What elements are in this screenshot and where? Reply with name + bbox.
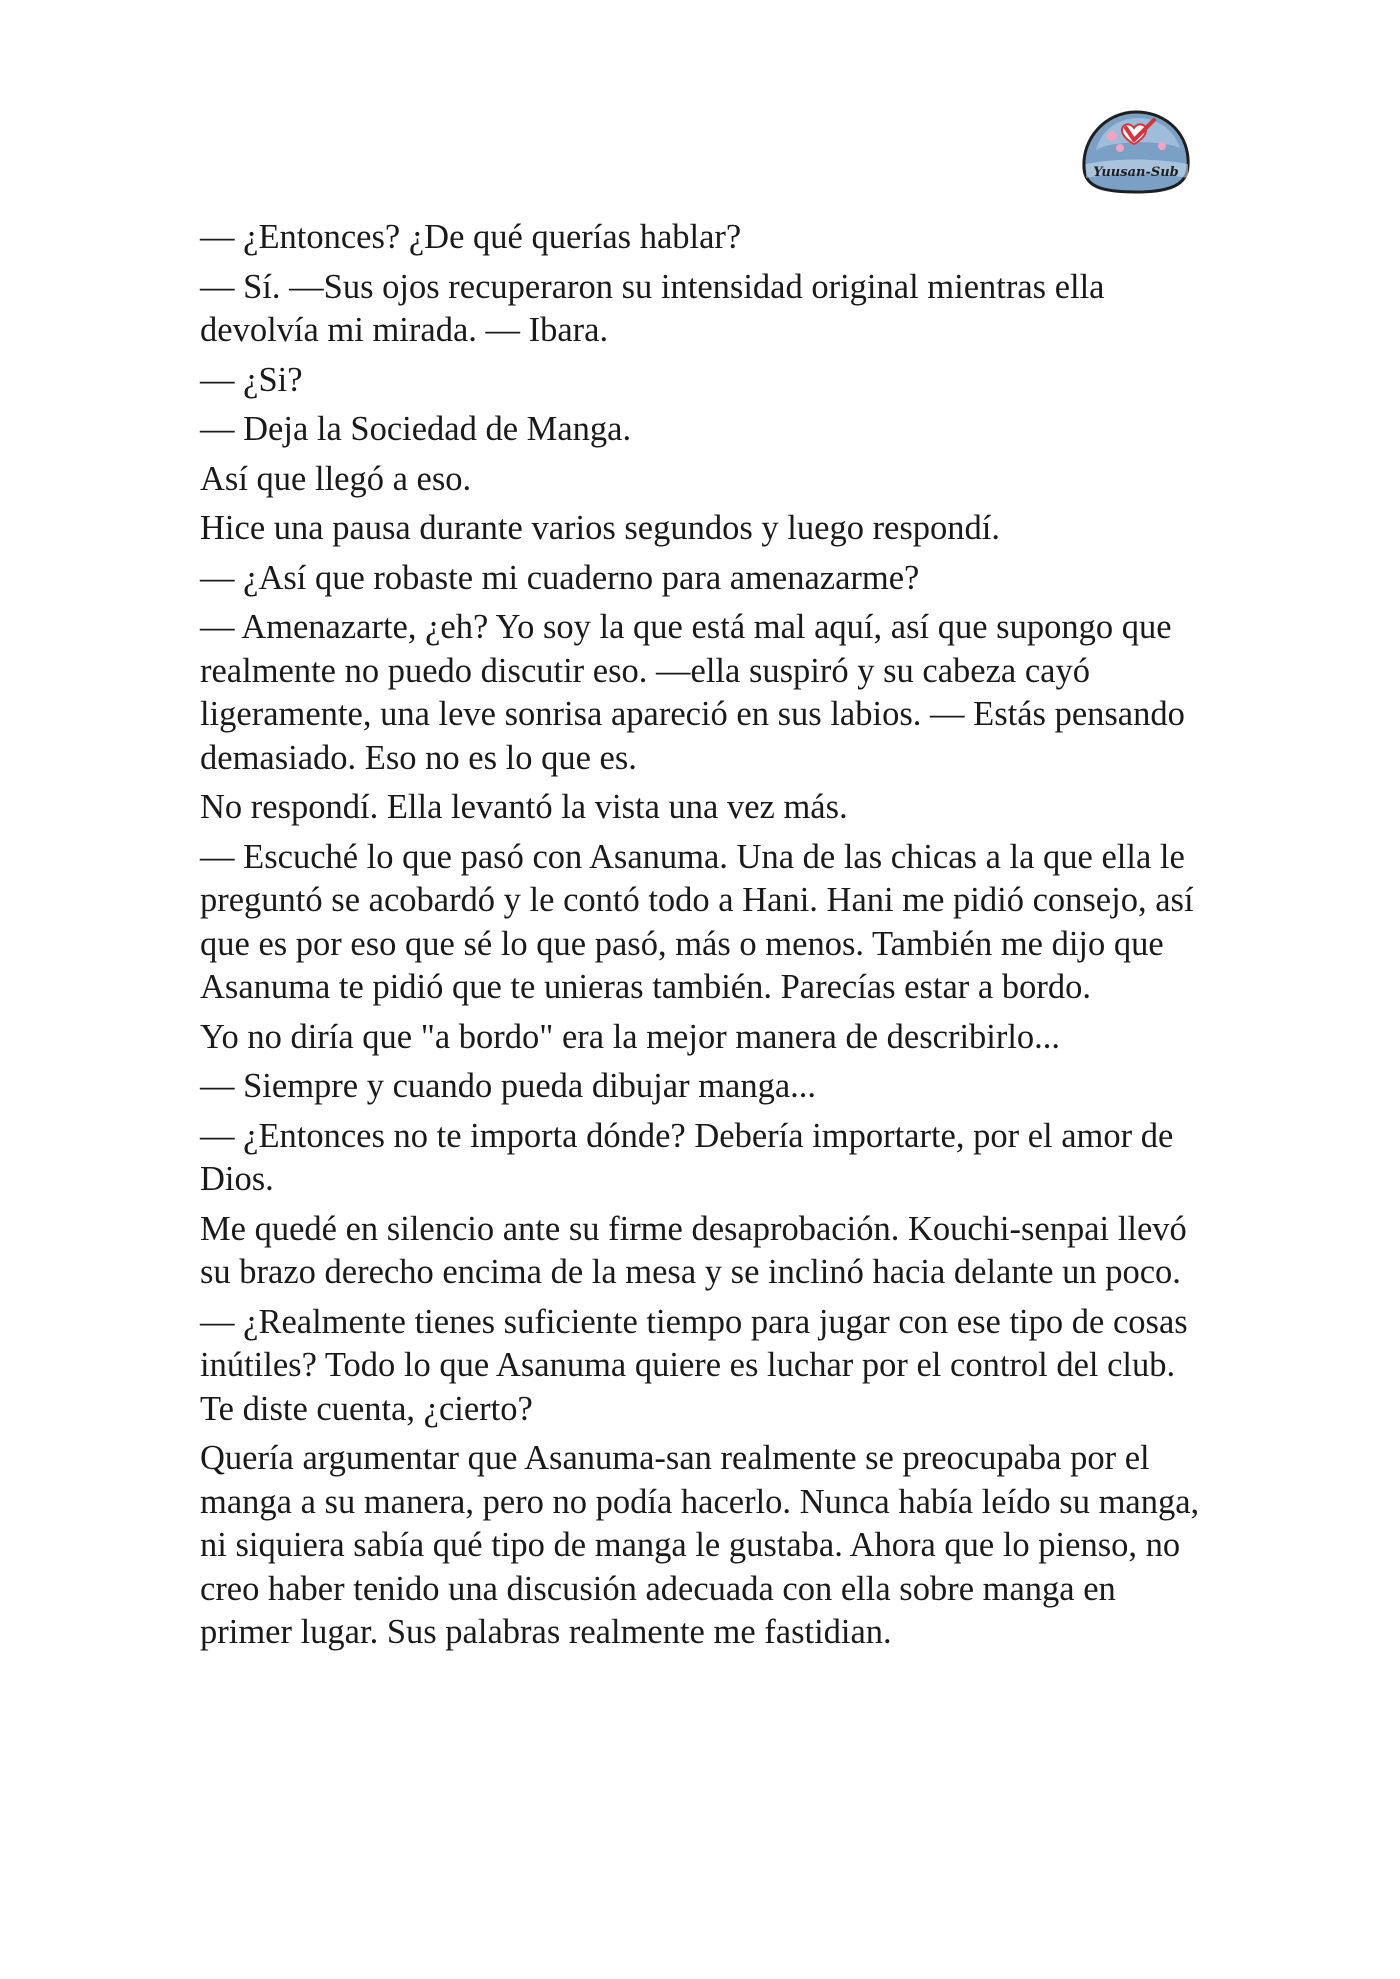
paragraph: — Escuché lo que pasó con Asanuma. Una de las chicas a la que ella le preguntó se acobardó y le contó todo a Hani. Hani me pidió consejo, así que es por eso que sé lo que pasó, más o menos. También me dijo que Asanuma te pidió que te unieras también. Parecías estar a bordo. (200, 837, 1194, 1006)
paragraph: — ¿Entonces? ¿De qué querías hablar? (200, 218, 742, 256)
watermark-logo (1076, 106, 1196, 198)
paragraph: No respondí. Ella levantó la vista una vez más. (200, 788, 848, 826)
paragraph: Me quedé en silencio ante su firme desaprobación. Kouchi-senpai llevó su brazo derecho encima de la mesa y se inclinó hacia delante un poco. (200, 1209, 1187, 1291)
paragraph: — ¿Realmente tienes suficiente tiempo para jugar con ese tipo de cosas inútiles? Todo lo que Asanuma quiere es luchar por el control del club. Te diste cuenta, ¿cierto? (200, 1302, 1188, 1428)
paragraph: Quería argumentar que Asanuma-san realmente se preocupaba por el manga a su manera, pero no podía hacerlo. Nunca había leído su manga, ni siquiera sabía qué tipo de manga le gustaba. Ahora que lo pienso, no creo haber tenido una discusión adecuada con ella sobre manga en primer lugar. Sus palabras realmente me fastidian. (200, 1439, 1200, 1651)
paragraph: — Sí. —Sus ojos recuperaron su intensidad original mientras ella devolvía mi mirada. — Ibara. (200, 267, 1105, 349)
paragraph: — ¿Si? (200, 360, 303, 399)
paragraph: — ¿Así que robaste mi cuaderno para amenazarme? (200, 558, 920, 597)
logo-text: Yuusan-Sub (1093, 165, 1179, 180)
heart-checkmark-badge-icon (1076, 106, 1196, 198)
body-text (200, 216, 1210, 1661)
paragraph: — ¿Entonces no te importa dónde? Debería importarte, por el amor de Dios. (200, 1116, 1174, 1198)
paragraph: Así que llegó a eso. (200, 459, 472, 498)
paragraph: — Siempre y cuando pueda dibujar manga... (200, 1067, 817, 1105)
paragraph: Hice una pausa durante varios segundos y luego respondí. (200, 509, 1001, 547)
paragraph: Yo no diría que "a bordo" era la mejor manera de describirlo... (200, 1017, 1061, 1056)
paragraph: — Amenazarte, ¿eh? Yo soy la que está mal aquí, así que supongo que realmente no puedo discutir eso. —ella suspiró y su cabeza cayó ligeramente, una leve sonrisa apareció en sus labios. — Estás pensando demasiado. Eso no es lo que es. (200, 608, 1185, 777)
paragraph: — Deja la Sociedad de Manga. (200, 410, 632, 448)
